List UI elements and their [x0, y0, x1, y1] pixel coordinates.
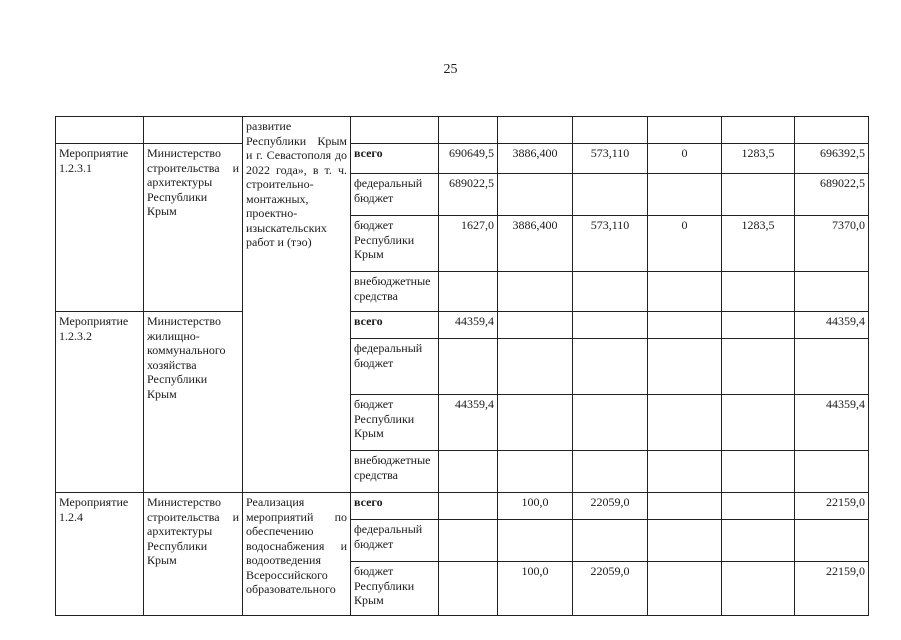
- value-cell-v5: [722, 395, 795, 451]
- value-cell-v2: [498, 272, 573, 312]
- value-cell-v5: [722, 493, 795, 520]
- value-cell-v3: [573, 174, 648, 216]
- value-cell-v5: [722, 520, 795, 562]
- cell-empty: [439, 117, 498, 144]
- value-cell-v1: [439, 493, 498, 520]
- value-cell-v4: [648, 312, 722, 339]
- value-cell-v1: 689022,5: [439, 174, 498, 216]
- value-cell-v3: [573, 339, 648, 395]
- description-cell: развитие Республики Крым и г. Севастополя до 2022 года», в т. ч. строительно-монтажных, проектно-изыскательских работ и (тэо): [243, 117, 351, 493]
- value-cell-v1: [439, 520, 498, 562]
- value-cell-v2: 3886,400: [498, 144, 573, 174]
- cell-empty: [144, 117, 243, 144]
- funding-source-label: бюджет Республики Крым: [354, 564, 415, 607]
- value-cell-v4: [648, 339, 722, 395]
- value-cell-v3: [573, 312, 648, 339]
- value-cell-v1: [439, 562, 498, 616]
- value-cell-total: 44359,4: [795, 395, 869, 451]
- value-cell-v1: [439, 451, 498, 493]
- value-cell-total: 22159,0: [795, 562, 869, 616]
- value-cell-total: 696392,5: [795, 144, 869, 174]
- value-cell-v1: [439, 272, 498, 312]
- value-cell-total: 689022,5: [795, 174, 869, 216]
- funding-source-cell: [351, 451, 439, 493]
- value-cell-v2: [498, 339, 573, 395]
- cell-empty: [56, 117, 144, 144]
- funding-source-label: федеральный бюджет: [354, 341, 423, 370]
- funding-source-cell: [351, 312, 439, 339]
- funding-source-cell: [351, 272, 439, 312]
- table-row: [56, 312, 869, 339]
- funding-source-cell: [351, 144, 439, 174]
- value-cell-v3: 573,110: [573, 144, 648, 174]
- funding-source-cell: [351, 520, 439, 562]
- value-cell-v1: 44359,4: [439, 312, 498, 339]
- value-cell-total: [795, 520, 869, 562]
- executor-cell: Министерство жилищно-коммунального хозяйства Республики Крым: [144, 312, 243, 493]
- cell-empty: [498, 117, 573, 144]
- value-cell-v4: [648, 562, 722, 616]
- value-cell-v4: [648, 395, 722, 451]
- value-cell-v2: [498, 451, 573, 493]
- value-cell-v5: [722, 272, 795, 312]
- funding-source-label: федеральный бюджет: [354, 522, 423, 551]
- value-cell-v3: [573, 395, 648, 451]
- value-cell-v5: [722, 339, 795, 395]
- value-cell-v4: 0: [648, 144, 722, 174]
- funding-source-label: бюджет Республики Крым: [354, 218, 415, 261]
- value-cell-v5: [722, 312, 795, 339]
- table-row: [56, 493, 869, 520]
- funding-source-cell: [351, 395, 439, 451]
- description-cell: Реализация мероприятий по обеспечению водоснабжения и водоотведения Всероссийского образовательного: [243, 493, 351, 616]
- value-cell-v3: [573, 451, 648, 493]
- value-cell-v1: [439, 339, 498, 395]
- value-cell-v4: [648, 493, 722, 520]
- value-cell-v3: [573, 520, 648, 562]
- value-cell-v4: [648, 520, 722, 562]
- value-cell-v3: [573, 272, 648, 312]
- value-cell-v2: [498, 520, 573, 562]
- value-cell-v4: [648, 174, 722, 216]
- funding-source-label: всего: [354, 146, 383, 160]
- value-cell-v1: 1627,0: [439, 216, 498, 272]
- funding-source-label: бюджет Республики Крым: [354, 397, 415, 440]
- table-row: [56, 144, 869, 174]
- funding-source-label: всего: [354, 495, 383, 509]
- budget-table: [55, 116, 869, 616]
- funding-source-label: внебюджетные средства: [354, 274, 431, 303]
- value-cell-v1: 44359,4: [439, 395, 498, 451]
- value-cell-v3: 573,110: [573, 216, 648, 272]
- value-cell-v2: [498, 312, 573, 339]
- table-row: [56, 117, 869, 144]
- funding-source-cell: [351, 216, 439, 272]
- value-cell-v2: [498, 395, 573, 451]
- value-cell-v4: [648, 272, 722, 312]
- value-cell-v2: [498, 174, 573, 216]
- value-cell-total: [795, 339, 869, 395]
- value-cell-total: [795, 451, 869, 493]
- measure-cell: Мероприятие 1.2.3.1: [56, 144, 144, 312]
- value-cell-v5: 1283,5: [722, 216, 795, 272]
- value-cell-v5: 1283,5: [722, 144, 795, 174]
- funding-source-label: федеральный бюджет: [354, 176, 423, 205]
- value-cell-v3: 22059,0: [573, 562, 648, 616]
- value-cell-v2: 3886,400: [498, 216, 573, 272]
- cell-empty: [573, 117, 648, 144]
- value-cell-total: 22159,0: [795, 493, 869, 520]
- cell-empty: [722, 117, 795, 144]
- value-cell-v1: 690649,5: [439, 144, 498, 174]
- funding-source-cell: [351, 562, 439, 616]
- measure-cell: Мероприятие 1.2.3.2: [56, 312, 144, 493]
- measure-cell: Мероприятие 1.2.4: [56, 493, 144, 616]
- value-cell-v5: [722, 451, 795, 493]
- cell-empty: [351, 117, 439, 144]
- funding-source-label: внебюджетные средства: [354, 453, 431, 482]
- value-cell-v2: 100,0: [498, 562, 573, 616]
- value-cell-v3: 22059,0: [573, 493, 648, 520]
- value-cell-v4: [648, 451, 722, 493]
- value-cell-total: 7370,0: [795, 216, 869, 272]
- value-cell-v5: [722, 174, 795, 216]
- value-cell-v5: [722, 562, 795, 616]
- value-cell-v4: 0: [648, 216, 722, 272]
- page-number: 25: [443, 62, 458, 77]
- funding-source-cell: [351, 493, 439, 520]
- value-cell-total: 44359,4: [795, 312, 869, 339]
- funding-source-cell: [351, 339, 439, 395]
- cell-empty: [648, 117, 722, 144]
- funding-source-cell: [351, 174, 439, 216]
- value-cell-v2: 100,0: [498, 493, 573, 520]
- executor-cell: Министерство строительства и архитектуры Республики Крым: [144, 144, 243, 312]
- executor-cell: Министерство строительства и архитектуры Республики Крым: [144, 493, 243, 616]
- cell-empty: [795, 117, 869, 144]
- funding-source-label: всего: [354, 314, 383, 328]
- value-cell-total: [795, 272, 869, 312]
